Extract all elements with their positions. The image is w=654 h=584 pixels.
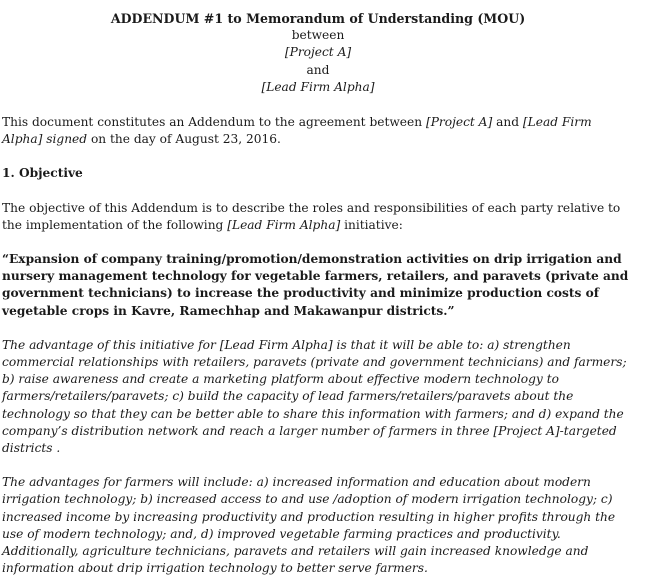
objective-text-1: The objective of this Addendum is to describe the roles and responsibilities of each party relative to the implementation of the following: [2, 200, 621, 232]
header-party-b: [Lead Firm Alpha]: [261, 79, 375, 94]
intro-text-3: on the day of August 23, 2016.: [87, 132, 281, 147]
intro-text-2: and: [492, 115, 523, 130]
document-title: ADDENDUM #1 to Memorandum of Understanding (MOU): [110, 11, 526, 26]
objective-firm: [Lead Firm Alpha]: [227, 217, 341, 232]
document-page: [2, 10, 650, 577]
intro-party-a: [Project A]: [425, 115, 493, 130]
header-party-a: [Project A]: [284, 45, 352, 60]
intro-text-1: This document constitutes an Addendum to the agreement between: [2, 115, 426, 130]
intro-party-b-signed: [Lead Firm Alpha] signed: [2, 115, 592, 147]
section-heading-objective: 1. Objective: [2, 166, 83, 181]
header-and: and: [306, 62, 330, 77]
advantage-firm-paragraph: The advantage of this initiative for [Lead Firm Alpha] is that it will be able to: a) strengthen commercial relationships with retailers, paravets (private and government technicians) and farmers; b) raise awareness and create a marketing platform about effective modern technology to farmers/retailers/paravets; c) build the capacity of lead farmers/retailers/paravets about the technology so that they can be better able to share this information with farmers; and d) expand the company’s distribution network and reach a larger number of farmers in three [Project A]-targeted districts .: [2, 337, 627, 456]
intro-paragraph: [2, 114, 632, 148]
objective-paragraph: [2, 200, 632, 234]
initiative-quote: “Expansion of company training/promotion/demonstration activities on drip irrigation and nursery management technology for vegetable farmers, retailers, and paravets (private and government technicians) to increase the productivity and minimize production costs of vegetable crops in Kavre, Ramechhap and Makawanpur districts.”: [2, 252, 629, 318]
advantage-farmers-paragraph: The advantages for farmers will include: a) increased information and education about modern irrigation technology; b) increased access to and use /adoption of modern irrigation technology; c) increased income by increasing productivity and production resulting in higher profits through the use of modern technology; and, d) improved vegetable farming practices and productivity. Additionally, agriculture technicians, paravets and retailers will gain increased knowledge and information about drip irrigation technology to better serve farmers.: [2, 475, 616, 576]
objective-text-2: initiative:: [340, 217, 403, 232]
document-header: [2, 10, 634, 96]
header-between: between: [291, 28, 345, 43]
